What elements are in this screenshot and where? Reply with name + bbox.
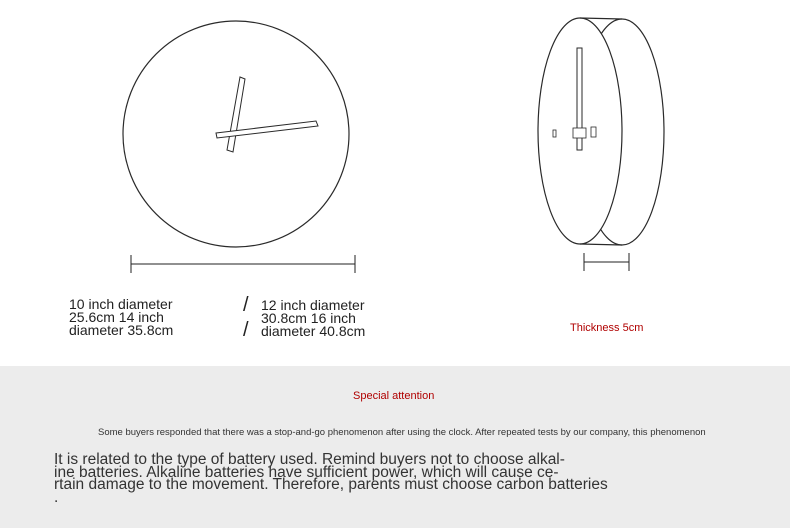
clock-front-view [123,21,355,273]
notice-body-line-2: ine batteries. Alkaline batteries have sufficient power, which will cause ce- [54,463,559,481]
size-option-left [69,298,173,337]
size-separator-top: / [243,294,249,316]
size-separator-bottom: / [243,319,249,341]
notice-body-line-1: It is related to the type of battery used. Remind buyers not to choose alkal- [54,451,565,468]
size-right-line1: 12 inch diameter [261,297,365,313]
size-left-line2: 25.6cm 14 inch [69,309,164,325]
notice-intro-text: Some buyers responded that there was a stop-and-go phenomenon after using the clock. After repeated tests by our company, this phenomenon [98,427,706,438]
size-right-line2: 30.8cm 16 inch [261,310,356,326]
notice-body-line-3: rtain damage to the movement. Therefore, parents must choose carbon batteries [54,476,608,493]
notice-body-paragraph [54,451,608,506]
notice-body-line-4: . [54,488,59,506]
size-option-right [261,299,365,338]
thickness-label: Thickness 5cm [570,322,644,334]
special-attention-heading: Special attention [353,390,435,402]
clock-side-hub [573,128,586,138]
clock-side-view [538,18,664,271]
clock-side-pin-left [553,130,556,137]
clock-side-pin-right [591,127,596,137]
size-left-line3: diameter 35.8cm [69,322,174,338]
size-left-line1: 10 inch diameter [69,296,173,312]
size-right-line3: diameter 40.8cm [261,323,366,339]
